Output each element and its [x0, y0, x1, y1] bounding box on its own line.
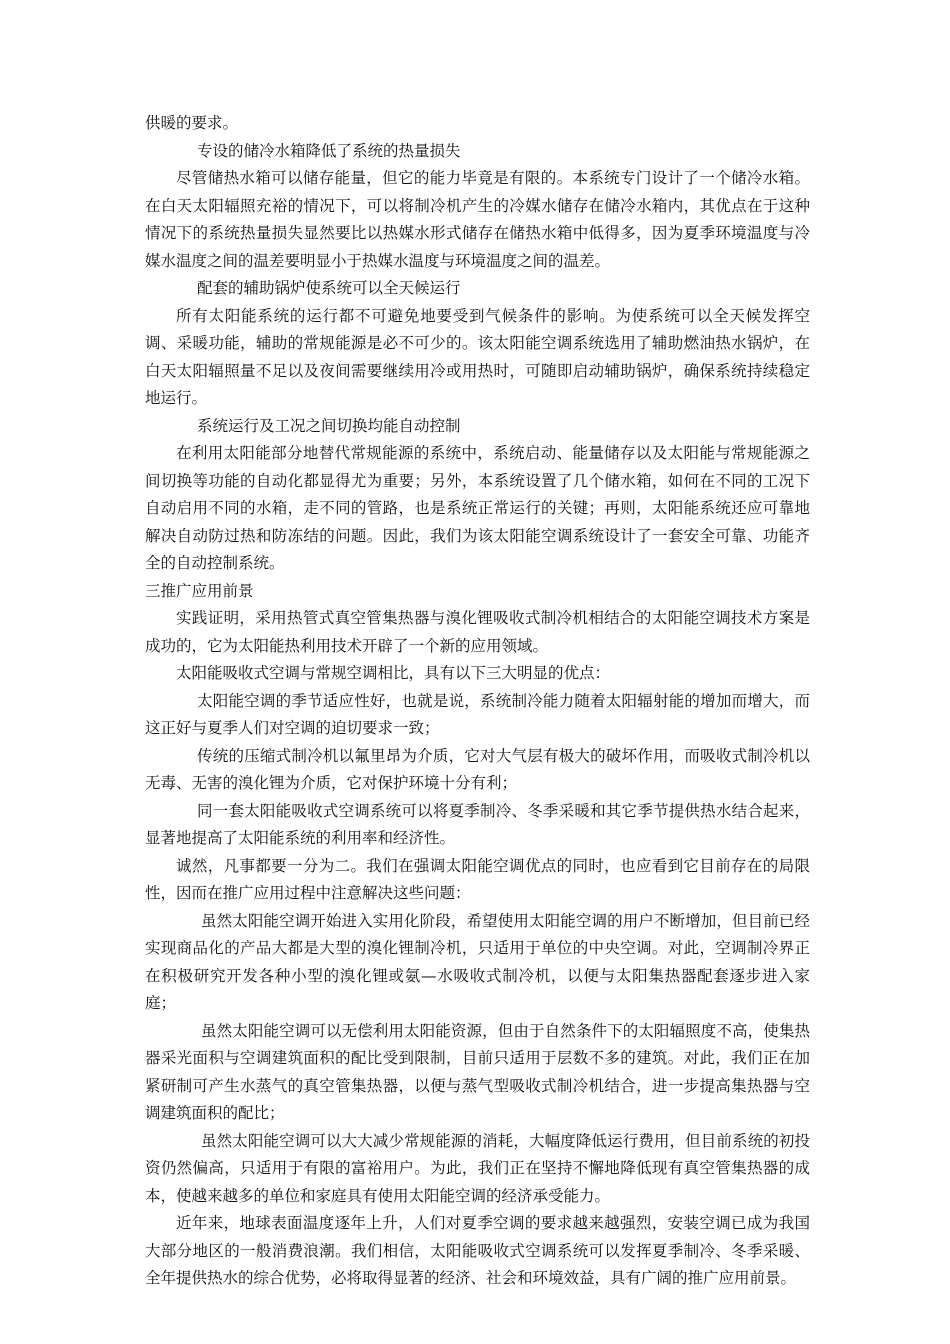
paragraph-cold-storage: 尽管储热水箱可以储存能量，但它的能力毕竟是有限的。本系统专门设计了一个储冷水箱。在白天太阳辐照充裕的情况下，可以将制冷机产生的冷媒水储存在储冷水箱内，其优点在于这种情况下的系统热量损失显然要比以热媒水形式储存在储热水箱中低得多，因为夏季环境温度与冷媒水温度之间的温差要明显小于热媒水温度与环境温度之间的温差。: [145, 169, 810, 270]
paragraph-three-advantages: 太阳能吸收式空调与常规空调相比，具有以下三大明显的优点：: [176, 664, 611, 682]
paragraph-advantage-seasonal: 太阳能空调的季节适应性好，也就是说，系统制冷能力随着太阳辐射能的增加而增大，而这正好与夏季人们对空调的迫切要求一致；: [145, 691, 810, 737]
paragraph-advantage-environment: 传统的压缩式制冷机以氟里昂为介质，它对大气层有极大的破坏作用，而吸收式制冷机以无毒、无害的溴化锂为介质，它对保护环境十分有利；: [145, 746, 810, 792]
subheading-automatic-control: 系统运行及工况之间切换均能自动控制: [197, 416, 461, 435]
paragraph-limitations: 诚然，凡事都要一分为二。我们在强调太阳能空调优点的同时，也应看到它目前存在的局限性，因而在推广应用过程中注意解决这些问题：: [145, 856, 810, 902]
subheading-cold-storage-tank: 专设的储冷水箱降低了系统的热量损失: [197, 141, 461, 160]
subheading-auxiliary-boiler: 配套的辅助锅炉使系统可以全天候运行: [197, 279, 461, 297]
paragraph-continuation: 供暖的要求。: [145, 114, 239, 132]
paragraph-auxiliary-boiler: 所有太阳能系统的运行都不可避免地要受到气候条件的影响。为使系统可以全天候发挥空调、采暖功能，辅助的常规能源是必不可少的。该太阳能空调系统选用了辅助燃油热水锅炉，在白天太阳辐照量不足以及夜间需要继续用冷或用热时，可随即启动辅助锅炉，确保系统持续稳定地运行。: [145, 306, 810, 407]
paragraph-advantage-utilization: 同一套太阳能吸收式空调系统可以将夏季制冷、冬季采暖和其它季节提供热水结合起来，显著地提高了太阳能系统的利用率和经济性。: [145, 801, 810, 847]
paragraph-limitation-cost: 虽然太阳能空调可以大大减少常规能源的消耗，大幅度降低运行费用，但目前系统的初投资仍然偏高，只适用于有限的富裕用户。为此，我们正在坚持不懈地降低现有真空管集热器的成本，使越来越多的单位和家庭具有使用太阳能空调的经济承受能力。: [145, 1131, 810, 1205]
paragraph-limitation-scale: 虽然太阳能空调开始进入实用化阶段，希望使用太阳能空调的用户不断增加，但目前已经实现商品化的产品大都是大型的溴化锂制冷机，只适用于单位的中央空调。对此，空调制冷界正在积极研究开发各种小型的溴化锂或氨—水吸收式制冷机，以便与太阳集热器配套逐步进入家庭；: [145, 911, 810, 1012]
paragraph-limitation-area: 虽然太阳能空调可以无偿利用太阳能资源，但由于自然条件下的太阳辐照度不高，使集热器采光面积与空调建筑面积的配比受到限制，目前只适用于层数不多的建筑。对此，我们正在加紧研制可产生水蒸气的真空管集热器，以便与蒸气型吸收式制冷机结合，进一步提高集热器与空调建筑面积的配比；: [145, 1021, 810, 1122]
paragraph-conclusion: 近年来，地球表面温度逐年上升，人们对夏季空调的要求越来越强烈，安装空调已成为我国大部分地区的一般消费浪潮。我们相信，太阳能吸收式空调系统可以发挥夏季制冷、冬季采暖、全年提供热水的综合优势，必将取得显著的经济、社会和环境效益，具有广阔的推广应用前景。: [145, 1214, 810, 1287]
section-heading-prospects: 三推广应用前景: [145, 581, 254, 600]
paragraph-practice-proves: 实践证明，采用热管式真空管集热器与溴化锂吸收式制冷机相结合的太阳能空调技术方案是成功的，它为太阳能热利用技术开辟了一个新的应用领域。: [145, 609, 810, 655]
document-body: [145, 110, 810, 1293]
paragraph-automatic-control: 在利用太阳能部分地替代常规能源的系统中，系统启动、能量储存以及太阳能与常规能源之间切换等功能的自动化都显得尤为重要；另外，本系统设置了几个储水箱，如何在不同的工况下自动启用不同的水箱，走不同的管路，也是系统正常运行的关键；再则，太阳能系统还应可靠地解决自动防过热和防冻结的问题。因此，我们为该太阳能空调系统设计了一套安全可靠、功能齐全的自动控制系统。: [145, 444, 810, 572]
